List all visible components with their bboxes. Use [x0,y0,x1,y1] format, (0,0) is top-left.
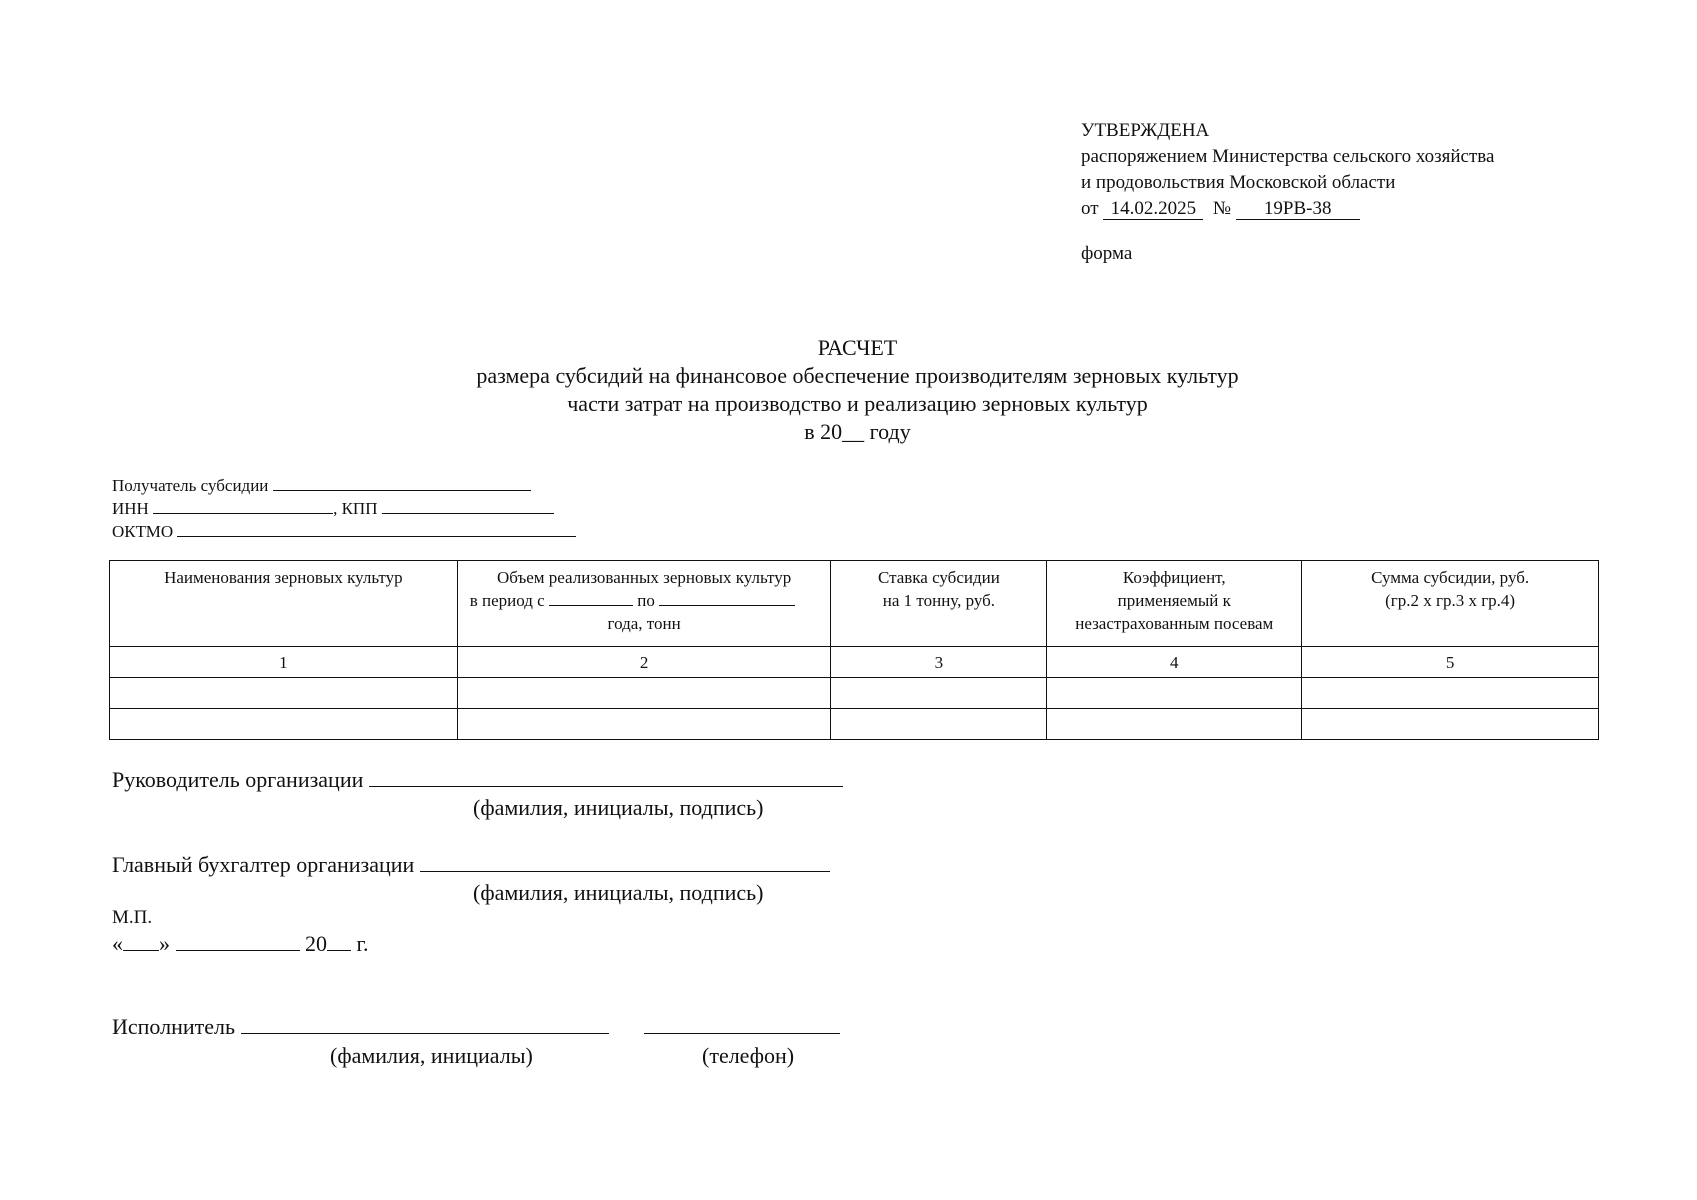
header-col2-line3: года, тонн [607,614,681,633]
date-close-quote: » [159,931,170,956]
oktmo-label: ОКТМО [112,522,174,541]
inn-field[interactable] [153,497,333,514]
accountant-signature-row [112,851,830,879]
oktmo-row [112,520,576,543]
recipient-block [112,474,576,543]
table-cell[interactable] [457,709,831,740]
accountant-signature-field[interactable] [420,851,830,872]
approval-number: 19РВ-38 [1236,199,1360,220]
header-col1-text: Наименования зерновых культур [164,568,403,587]
table-cell[interactable] [1047,709,1302,740]
approval-line-1: распоряжением Министерства сельского хозяйства [1081,146,1495,167]
header-cell-sum [1302,561,1599,647]
title-line-2: части затрат на производство и реализацию зерновых культур [567,391,1148,416]
column-number: 3 [831,647,1047,678]
header-col2-period-to-label: по [637,591,655,610]
header-col4-line3: незастрахованным посевам [1075,614,1274,633]
header-col2-line2 [458,589,831,612]
executor-phone-field[interactable] [644,1013,840,1034]
table-cell[interactable] [110,678,458,709]
oktmo-field[interactable] [177,520,576,537]
date-open-quote: « [112,931,123,956]
header-col3-line2: на 1 тонну, руб. [882,591,996,610]
table-cell[interactable] [831,709,1047,740]
header-col2-line1: Объем реализованных зерновых культур [496,568,792,587]
period-to-field[interactable] [659,589,795,606]
column-number: 4 [1047,647,1302,678]
date-year-prefix: 20 [305,931,327,956]
column-number: 5 [1302,647,1599,678]
head-caption: (фамилия, инициалы, подпись) [473,795,764,820]
form-label: форма [1081,243,1133,264]
header-cell-volume [457,561,831,647]
recipient-row [112,474,576,497]
table-row [110,709,1599,740]
date-day-field[interactable] [123,930,159,951]
recipient-field[interactable] [273,474,531,491]
table-number-row [110,647,1599,678]
kpp-label: , КПП [333,499,378,518]
head-signature-row [112,766,843,794]
approval-heading: УТВЕРЖДЕНА [1081,120,1210,141]
executor-row [112,1013,840,1041]
header-col5-line2: (гр.2 x гр.3 x гр.4) [1385,591,1516,610]
header-cell-rate [831,561,1047,647]
title-line-3: в 20__ году [804,419,911,444]
approval-date: 14.02.2025 [1103,199,1203,220]
title-heading: РАСЧЕТ [817,335,898,360]
executor-label: Исполнитель [112,1014,236,1039]
approval-date-prefix: от [1081,198,1099,219]
date-suffix: г. [356,931,369,956]
recipient-label: Получатель субсидии [112,476,269,495]
header-cell-coefficient [1047,561,1302,647]
header-col2-period-from-label: в период с [469,591,545,610]
inn-kpp-row [112,497,576,520]
approval-number-prefix: № [1212,198,1231,219]
table-cell[interactable] [1047,678,1302,709]
executor-name-field[interactable] [241,1013,609,1034]
kpp-field[interactable] [382,497,554,514]
header-col4-line2: применяемый к [1117,591,1231,610]
table-cell[interactable] [457,678,831,709]
stamp-label: М.П. [112,907,153,928]
accountant-caption: (фамилия, инициалы, подпись) [473,880,764,905]
subsidy-table [109,560,1599,740]
head-label: Руководитель организации [112,767,364,792]
head-signature-field[interactable] [369,766,843,787]
executor-name-caption: (фамилия, инициалы) [330,1043,533,1068]
table-header-row [110,561,1599,647]
date-row [112,930,369,958]
header-col5-line1: Сумма субсидии, руб. [1371,568,1530,587]
document-title [0,334,1697,446]
period-from-field[interactable] [549,589,633,606]
header-col3-line1: Ставка субсидии [877,568,1000,587]
approval-date-line [1081,196,1494,222]
table-row [110,678,1599,709]
accountant-label: Главный бухгалтер организации [112,852,415,877]
column-number: 1 [110,647,458,678]
title-line-1: размера субсидий на финансовое обеспечение производителям зерновых культур [476,363,1239,388]
approval-line-2: и продовольствия Московской области [1081,172,1396,193]
header-cell-crop-names [110,561,458,647]
header-col4-line1: Коэффициент, [1122,568,1226,587]
table-cell[interactable] [1302,709,1599,740]
approval-block [1081,118,1494,222]
inn-label: ИНН [112,499,149,518]
table-cell[interactable] [110,709,458,740]
table-cell[interactable] [831,678,1047,709]
table-cell[interactable] [1302,678,1599,709]
executor-phone-caption: (телефон) [702,1043,795,1068]
date-month-field[interactable] [176,930,300,951]
date-year-field[interactable] [327,930,351,951]
column-number: 2 [457,647,831,678]
